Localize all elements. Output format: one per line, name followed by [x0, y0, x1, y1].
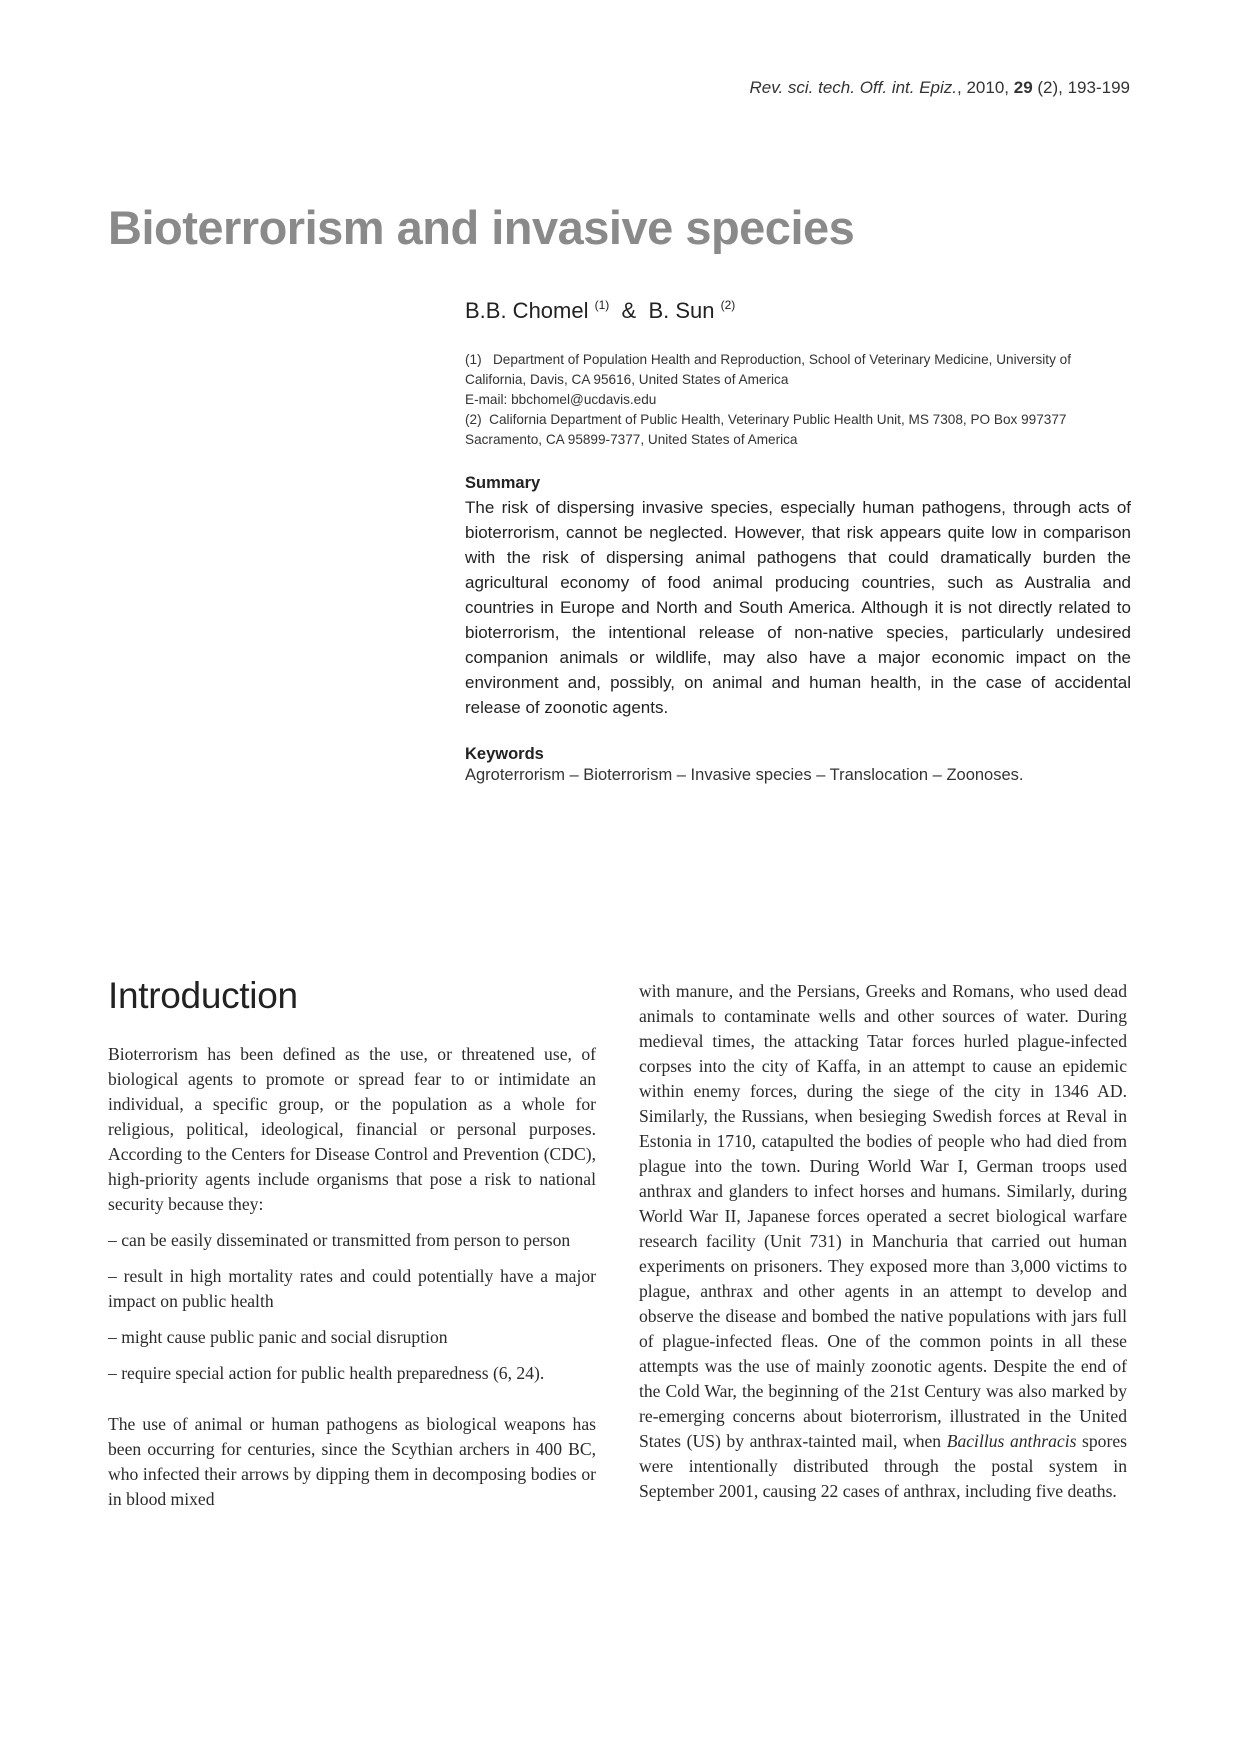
intro-paragraph-2: The use of animal or human pathogens as biological weapons has been occurring for centuries, since the Scythian archers in 400 BC, who infected their arrows by dipping them in decomposing bodies or in blood mixed [108, 1414, 596, 1509]
keywords-label: Keywords [465, 745, 544, 763]
affiliations [465, 350, 1131, 450]
introduction-heading: Introduction [108, 975, 298, 1016]
affiliation-2: (2) California Department of Public Health, Veterinary Public Health Unit, MS 7308, PO Box 997377 Sacramento, CA 95899-7377, United States of America [465, 412, 1071, 447]
continued-text: with manure, and the Persians, Greeks and Romans, who used dead animals to contaminate wells and other sources of water. During medieval times, the attacking Tatar forces hurled plague-infected corpses into the city of Kaffa, in an attempt to cause an epidemic within enemy forces, during the siege of the city in 1346 AD. Similarly, the Russians, when besieging Swedish forces at Reval in Estonia in 1710, catapulted the bodies of people who had died from plague into the town. During World War I, German troops used anthrax and glanders to infect horses and humans. Similarly, during World War II, Japanese forces operated a secret biological warfare research facility (Unit 731) in Manchuria that carried out human experiments on prisoners. They exposed more than 3,000 victims to plague, anthrax and other agents in an attempt to develop and observe the disease and bombed the native populations with jars full of plague-infected fleas. One of the common points in all these attempts was the use of mainly zoonotic agents. Despite the end of the Cold War, the beginning of the 21st Century was also marked by re-emerging concerns about bioterrorism, illustrated in the United States (US) by anthrax-tainted mail, when [639, 981, 1127, 1451]
intro-paragraph-1: Bioterrorism has been defined as the use, or threatened use, of biological agents to promote or spread fear to or intimidate an individual, a specific group, or the population as a whole for religious, political, ideological, financial or personal purposes. According to the Centers for Disease Control and Prevention (CDC), high-priority agents include organisms that pose a risk to national security because they: [108, 1044, 596, 1214]
right-column [639, 979, 1127, 1504]
author-joiner: & [615, 298, 643, 323]
author-line [465, 298, 1131, 324]
summary-label: Summary [465, 474, 541, 492]
article-title: Bioterrorism and invasive species [108, 201, 855, 254]
left-column [108, 1042, 596, 1512]
keywords-text: Agroterrorism – Bioterrorism – Invasive species – Translocation – Zoonoses. [465, 766, 1024, 784]
author-2: B. Sun [648, 298, 715, 323]
journal-volume: 29 [1013, 78, 1033, 97]
summary-section [465, 474, 1131, 720]
list-item: – can be easily disseminated or transmitted from person to person [108, 1230, 571, 1250]
list-item: – require special action for public health preparedness (6, 24). [108, 1363, 545, 1383]
author-2-affil-mark: (2) [720, 298, 736, 312]
author-1: B.B. Chomel [465, 298, 589, 323]
keywords-section [465, 745, 1131, 785]
journal-issue-pages: (2), 193-199 [1032, 78, 1130, 97]
intro-paragraph-2-continued [639, 979, 1127, 1504]
journal-name: Rev. sci. tech. Off. int. Epiz. [749, 78, 958, 97]
list-item: – result in high mortality rates and could potentially have a major impact on public health [108, 1266, 596, 1311]
author-1-affil-mark: (1) [594, 298, 610, 312]
journal-year: , 2010, [957, 78, 1014, 97]
summary-text: The risk of dispersing invasive species, especially human pathogens, through acts of bioterrorism, cannot be neglected. However, that risk appears quite low in comparison with the risk of dispersing animal pathogens that could dramatically burden the agricultural economy of food animal producing countries, such as Australia and countries in Europe and North and South America. Although it is not directly related to bioterrorism, the intentional release of non-native species, particularly undesired companion animals or wildlife, may also have a major economic impact on the environment and, possibly, on animal and human health, in the case of accidental release of zoonotic agents. [465, 498, 1131, 717]
affiliation-1: (1) Department of Population Health and Reproduction, School of Veterinary Medicine, University of California, Davis, CA 95616, United States of America [465, 352, 1075, 387]
email-line: E-mail: bbchomel@ucdavis.edu [465, 392, 657, 407]
list-item: – might cause public panic and social disruption [108, 1327, 448, 1347]
species-name: Bacillus anthracis [946, 1431, 1077, 1451]
continued-text-end: spores were intentionally distributed through the postal system in September 2001, causing 22 cases of anthrax, including five deaths. [639, 1431, 1127, 1501]
running-head [749, 78, 1130, 98]
